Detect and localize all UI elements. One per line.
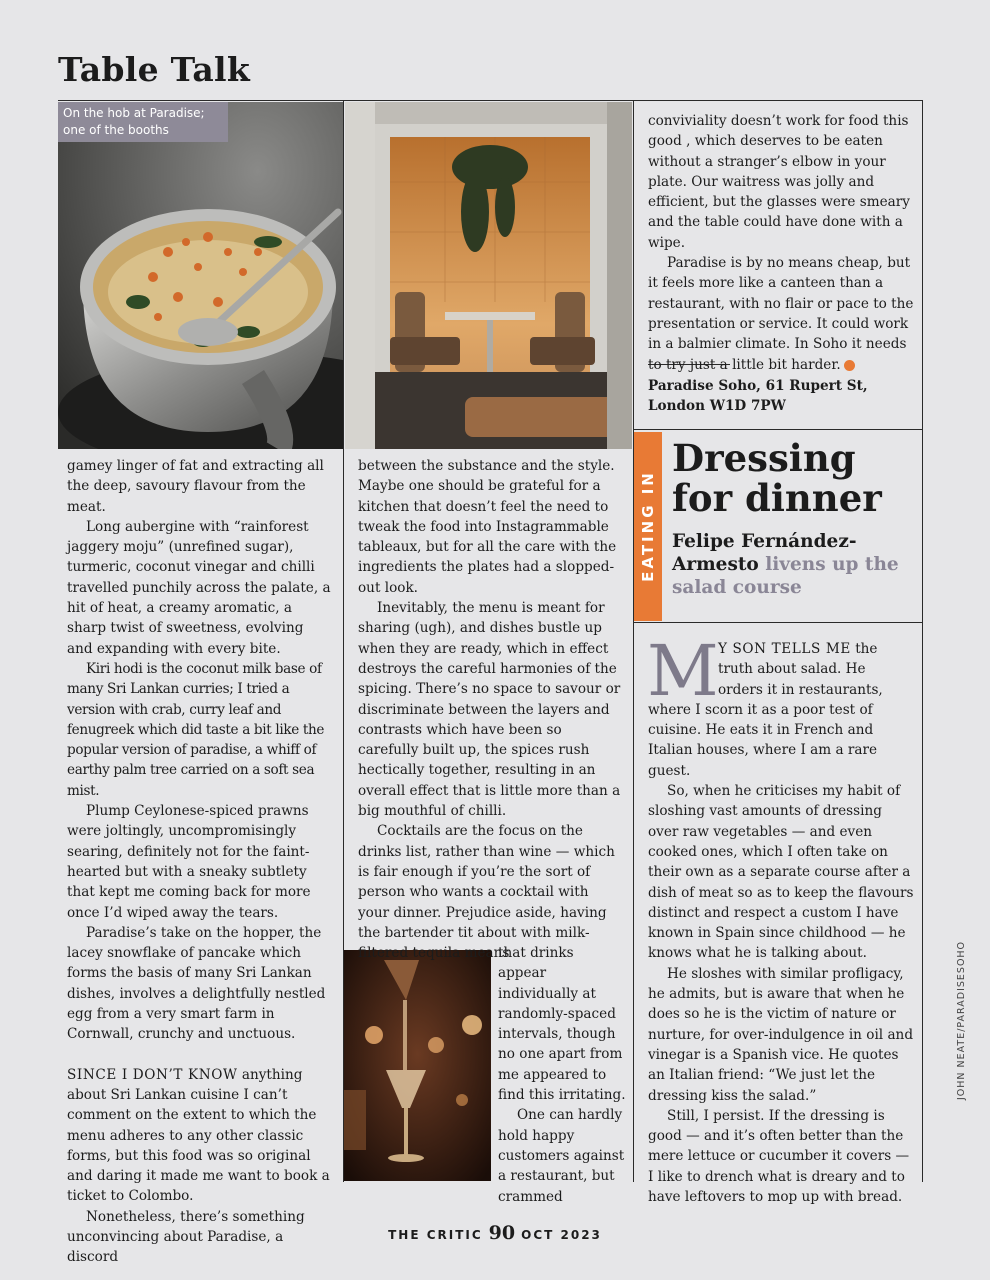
- box-rule-top: [634, 429, 923, 430]
- issue-date: OCT 2023: [521, 1228, 602, 1242]
- paragraph: Inevitably, the menu is meant for sharing (ugh), and dishes bustle up when they are ready, which in effect destroys the careful harmonies of the spicing. There’s no space to savour or discriminate between the layers and contrasts which have been so carefully built up, the spices rush hectically together, resulting in an overall effect that is little more than a big mouthful of chilli.: [358, 600, 621, 820]
- column-divider-2: [633, 100, 634, 1182]
- paragraph: Still, I persist. If the dressing is good — and it’s often better than the mere lettuce or cucumber it covers — I like to drench what is dreary and to have leftovers to mop up with bread.: [648, 1107, 910, 1206]
- review-column-3: [648, 111, 914, 375]
- review-column-2: [358, 456, 622, 963]
- address-line: London W1D 7PW: [648, 398, 786, 415]
- paragraph: between the substance and the style. Maybe one should be grateful for a kitchen that doesn’t feel the need to tweak the food into Instagrammable tableaux, but for all the care with the ingredients the plates had a slopped-out look.: [358, 458, 617, 596]
- paragraph: conviviality doesn’t work for food this good , which deserves to be eaten without a stranger’s elbow in your plate. Our waitress was jolly and efficient, but the glasses were smeary and the table could have done with a wipe.: [648, 113, 910, 251]
- end-mark-icon: [844, 360, 855, 371]
- paragraph: He sloshes with similar profligacy, he admits, but is aware that when he does so he is the victim of nature or nurture, for over-indulgence in oil and vinegar is a Spanish vice. He quotes an Italian friend: “We just let the dressing kiss the salad.”: [648, 965, 914, 1104]
- review-column-1: [67, 456, 333, 1268]
- paragraph: Nonetheless, there’s something unconvincing about Paradise, a discord: [67, 1208, 305, 1266]
- feature-body: [648, 639, 914, 1207]
- feature-deck: [672, 530, 922, 599]
- paragraph: [648, 639, 914, 781]
- booth-photo: [345, 102, 632, 449]
- cocktail-photo: [344, 950, 491, 1181]
- paragraph: [648, 253, 914, 375]
- paragraph: Long aubergine with “rainforest jaggery moju” (unrefined sugar), turmeric, coconut vinegar and chilli travelled punchily across the palate, a hit of heat, a creamy aromatic, a sharp twist of sweetness, evolving and expanding with every bite.: [67, 518, 331, 657]
- column-divider-3: [922, 100, 923, 1182]
- section-title: Table Talk: [58, 50, 251, 89]
- page-footer: [0, 1222, 990, 1244]
- lead-rest: anything about Sri Lankan cuisine I can’t comment on the extent to which the menu adheres to any other classic forms, but this food was so original and daring it made me want to book a ticket to Colombo.: [67, 1066, 330, 1205]
- first-para-text: the truth about salad. He orders it in restaurants, where I scorn it as a poor test of cuisine. He eats it in French and Italian houses, where I am a rare guest.: [648, 641, 883, 779]
- restaurant-address: [648, 376, 918, 417]
- review-column-2-narrow: [498, 943, 626, 1207]
- paragraph: Kiri hodi is the coconut milk base of many Sri Lankan curries; I tried a version with crab, curry leaf and fenugreek which did taste a bit like the popular version of paradise, a whiff of earthy palm tree carried on a soft sea mist.: [67, 660, 325, 799]
- box-rule-bottom: [634, 622, 923, 623]
- magazine-name: THE CRITIC: [388, 1228, 483, 1242]
- paragraph: Cocktails are the focus on the drinks list, rather than wine — which is fair enough if you’re the sort of person who wants a cocktail with your dinner. Prejudice aside, having the bartender tit about with milk-filtered tequila means: [358, 823, 615, 962]
- paragraph: One can hardly hold happy customers against a restaurant, but crammed: [498, 1107, 625, 1205]
- lead-caps: Y SON TELLS ME: [718, 641, 851, 657]
- drop-cap: M: [647, 630, 719, 712]
- paragraph: [67, 1065, 333, 1207]
- pot-photo: [58, 102, 343, 449]
- top-rule: [58, 100, 923, 101]
- paragraph: that drinks appear individually at randomly-spaced intervals, though no one apart from me appeared to find this irritating.: [498, 945, 626, 1104]
- section-tab: [634, 432, 662, 621]
- tab-label: EATING IN: [639, 470, 657, 582]
- paragraph: Paradise’s take on the hopper, the lacey snowflake of pancake which forms the basis of many Sri Lankan dishes, involves a delightfully nestled egg from a very smart farm in Cornwall, crunchy and unctuous.: [67, 924, 326, 1043]
- paragraph: So, when he criticises my habit of sloshing vast amounts of dressing over raw vegetables — and even cooked ones, which I often take on their own as a separate course after a dish of meat so as to keep the flavours distinct and respect a custom I have known in Spain since childhood — he knows what he is talking about.: [648, 783, 914, 962]
- deck-text: livens up the salad course: [672, 554, 899, 598]
- author-name: Felipe Fernández-Armesto: [672, 531, 857, 575]
- address-line: Paradise Soho, 61 Rupert St,: [648, 378, 868, 394]
- headline-line: Dressing: [672, 436, 856, 480]
- paragraph: gamey linger of fat and extracting all the deep, savoury flavour from the meat.: [67, 458, 324, 515]
- lead-caps: SINCE I DON’T KNOW: [67, 1066, 238, 1083]
- photo-credit: JOHN NEATE/PARADISESOHO: [956, 940, 967, 1100]
- page-number: 90: [488, 1222, 516, 1244]
- headline-line: for dinner: [672, 476, 882, 520]
- closing-text: Paradise is by no means cheap, but it feels more like a canteen than a restaurant, with no flair or pace to the presentation or service. It could work in a balmier climate. In Soho it needs to try just a little bit harder.: [648, 255, 914, 373]
- photo-caption: On the hob at Paradise; one of the booths: [58, 102, 228, 142]
- paragraph: Plump Ceylonese-spiced prawns were joltingly, uncompromisingly searing, definitely not for the faint-hearted but with a sneaky subtlety that kept me coming back for more once I’d wiped away the tears.: [67, 803, 311, 921]
- feature-headline: [672, 438, 922, 518]
